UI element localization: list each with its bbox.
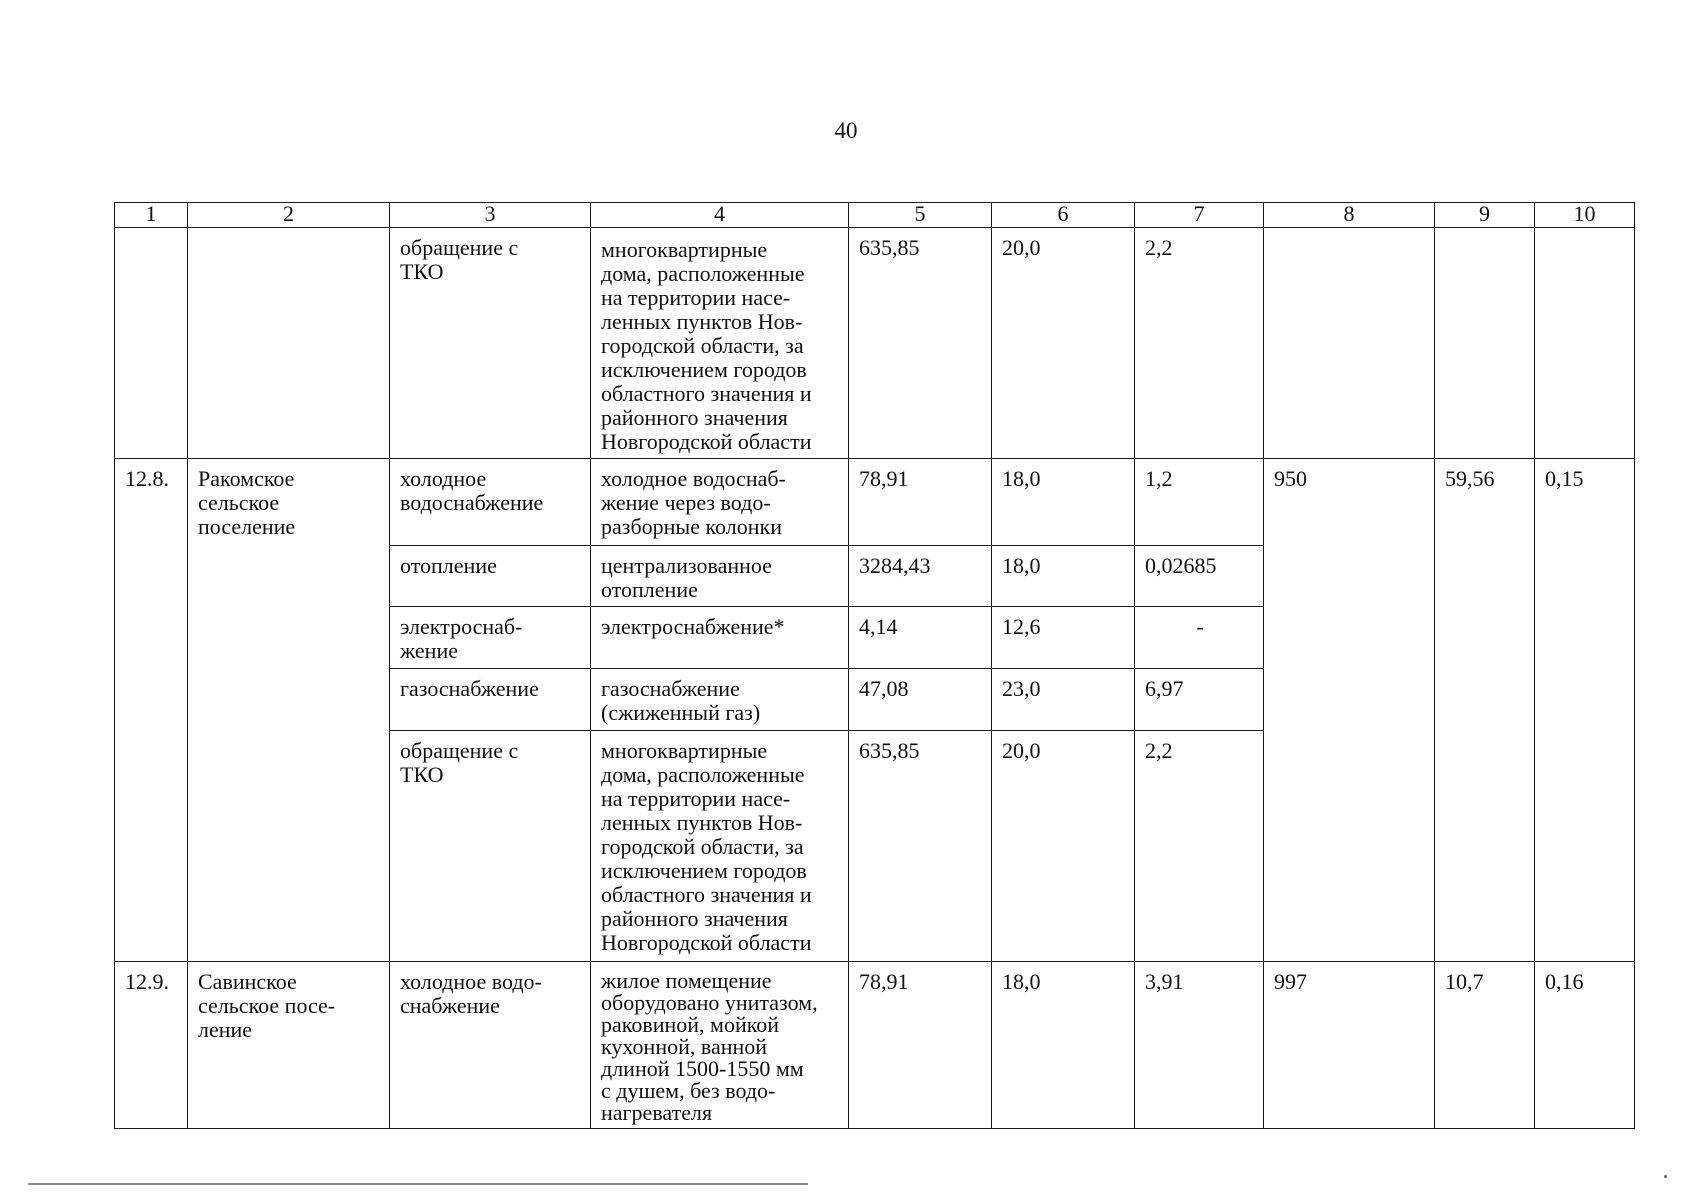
cell-settlement: Савинское сельское посе- ление [188, 962, 390, 1129]
cell-col9 [1435, 228, 1535, 459]
cell-service: холодное водо- снабжение [390, 962, 591, 1129]
cell-col8: 950 [1264, 459, 1435, 962]
cell-col6: 12,6 [992, 607, 1135, 669]
table-row [115, 228, 1635, 459]
cell-col7: 2,2 [1135, 731, 1264, 962]
cell-service: обращение с ТКО [390, 228, 591, 459]
cell-number: 12.9. [115, 962, 188, 1129]
header-row [115, 203, 1635, 228]
table-row [115, 962, 1635, 1129]
cell-col5: 635,85 [849, 228, 992, 459]
header-col-8: 8 [1264, 203, 1435, 228]
cell-col7: - [1135, 607, 1264, 669]
cell-col6: 20,0 [992, 731, 1135, 962]
header-col-4: 4 [591, 203, 849, 228]
cell-service: отопление [390, 546, 591, 607]
cell-description: газоснабжение (сжиженный газ) [591, 669, 849, 731]
cell-description: жилое помещение оборудовано унитазом, раковиной, мойкой кухонной, ванной длиной 1500-1550 мм с душем, без водо- нагревателя [591, 962, 849, 1129]
cell-col10 [1535, 228, 1635, 459]
cell-col9: 10,7 [1435, 962, 1535, 1129]
cell-col7: 1,2 [1135, 459, 1264, 546]
cell-col8: 997 [1264, 962, 1435, 1129]
footer-rule [28, 1183, 808, 1185]
header-col-3: 3 [390, 203, 591, 228]
cell-col7: 2,2 [1135, 228, 1264, 459]
cell-col5: 78,91 [849, 459, 992, 546]
cell-description: электроснабжение* [591, 607, 849, 669]
cell-col7: 0,02685 [1135, 546, 1264, 607]
table-row [115, 459, 1635, 546]
cell-service: электроснаб- жение [390, 607, 591, 669]
cell-col7: 3,91 [1135, 962, 1264, 1129]
cell-col10: 0,16 [1535, 962, 1635, 1129]
cell-col6: 18,0 [992, 546, 1135, 607]
cell-col5: 47,08 [849, 669, 992, 731]
cell-service: обращение с ТКО [390, 731, 591, 962]
page-number: 40 [834, 118, 858, 143]
cell-col6: 23,0 [992, 669, 1135, 731]
data-table [114, 202, 1635, 1129]
header-col-1: 1 [115, 203, 188, 228]
cell-col6: 20,0 [992, 228, 1135, 459]
cell-description: централизованное отопление [591, 546, 849, 607]
cell-col5: 3284,43 [849, 546, 992, 607]
cell-number [115, 228, 188, 459]
header-col-6: 6 [992, 203, 1135, 228]
cell-col10: 0,15 [1535, 459, 1635, 962]
header-col-9: 9 [1435, 203, 1535, 228]
cell-col7: 6,97 [1135, 669, 1264, 731]
cell-description: многоквартирные дома, расположенные на территории насе- ленных пунктов Нов- городской области, за исключением городов областного значения и районного значения Новгородской области [591, 731, 849, 962]
header-col-10: 10 [1535, 203, 1635, 228]
cell-settlement: Ракомское сельское поселение [188, 459, 390, 962]
cell-col8 [1264, 228, 1435, 459]
cell-service: холодное водоснабжение [390, 459, 591, 546]
cell-settlement [188, 228, 390, 459]
cell-service: газоснабжение [390, 669, 591, 731]
cell-description: холодное водоснаб- жение через водо- разборные колонки [591, 459, 849, 546]
header-col-2: 2 [188, 203, 390, 228]
cell-col5: 4,14 [849, 607, 992, 669]
scan-mark [1664, 1175, 1667, 1178]
header-col-5: 5 [849, 203, 992, 228]
cell-description: многоквартирные дома, расположенные на территории насе- ленных пунктов Нов- городской области, за исключением городов областного значения и районного значения Новгородской области [591, 228, 849, 459]
header-col-7: 7 [1135, 203, 1264, 228]
cell-col5: 635,85 [849, 731, 992, 962]
cell-col9: 59,56 [1435, 459, 1535, 962]
cell-col6: 18,0 [992, 459, 1135, 546]
cell-number: 12.8. [115, 459, 188, 962]
cell-col5: 78,91 [849, 962, 992, 1129]
cell-col6: 18,0 [992, 962, 1135, 1129]
